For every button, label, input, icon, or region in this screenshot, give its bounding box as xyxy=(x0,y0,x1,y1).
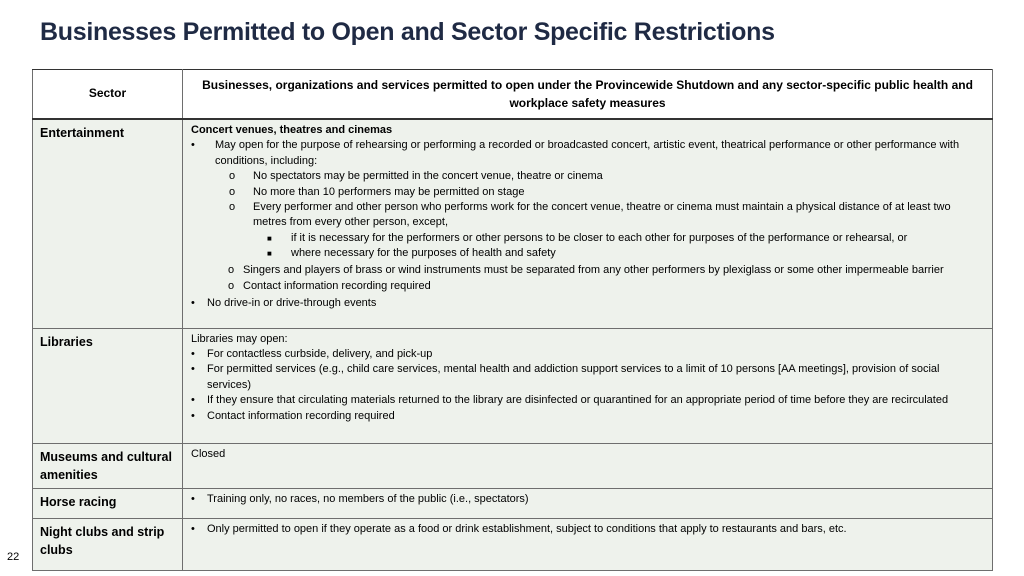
table-row xyxy=(33,443,993,488)
list-item xyxy=(191,522,984,537)
list-item xyxy=(191,347,984,362)
sub-list-item xyxy=(191,169,984,184)
list-item xyxy=(191,138,984,169)
sub-marker: o xyxy=(228,263,235,276)
sub-list-item xyxy=(191,265,984,276)
item-text: May open for the purpose of rehearsing or performing a recorded or broadcasted concert, artistic event, theatrical performance or other performance with conditions, including: xyxy=(215,139,960,167)
bullet-marker: • xyxy=(191,139,195,152)
item-text: For permitted services (e.g., child care services, mental health and addiction support services to a limit of 10 persons [AA meetings], provision of social services) xyxy=(207,363,940,391)
table-row xyxy=(33,518,993,570)
item-text: Training only, no races, no members of the public (i.e., spectators) xyxy=(207,492,529,505)
list-item xyxy=(191,409,984,424)
list-item xyxy=(191,492,984,507)
item-text: No spectators may be permitted in the concert venue, theatre or cinema xyxy=(253,170,603,183)
sector-cell: Libraries xyxy=(33,328,183,443)
square-marker: ■ xyxy=(267,233,272,243)
item-text: Contact information recording required xyxy=(207,409,395,422)
sub-marker: o xyxy=(229,201,236,214)
bullet-marker: • xyxy=(191,394,195,407)
item-text: For contactless curbside, delivery, and pick-up xyxy=(207,347,433,360)
item-text: No drive-in or drive-through events xyxy=(207,297,377,310)
item-text: if it is necessary for the performers or other persons to be closer to each other for purposes of the performance or rehearsal, or xyxy=(291,231,908,244)
permitted-cell xyxy=(183,119,993,328)
subsub-list-item xyxy=(191,231,984,246)
sector-cell: Horse racing xyxy=(33,488,183,518)
item-text: Singers and players of brass or wind instruments must be separated from any other performers by plexiglass or some other impermeable barrier xyxy=(243,263,944,276)
subsub-list-item xyxy=(191,246,984,261)
list-item xyxy=(191,296,984,311)
table-row xyxy=(33,119,993,328)
bullet-marker: • xyxy=(191,492,195,505)
square-marker: ■ xyxy=(267,249,272,259)
item-text: No more than 10 performers may be permitted on stage xyxy=(253,185,525,198)
item-text: Contact information recording required xyxy=(243,279,431,292)
bullet-marker: • xyxy=(191,409,195,422)
sector-cell: Entertainment xyxy=(33,119,183,328)
table-header-row xyxy=(33,70,993,120)
table-row xyxy=(33,328,993,443)
page-number: 22 xyxy=(7,551,20,563)
sub-list-item xyxy=(191,279,984,294)
item-text: where necessary for the purposes of health and safety xyxy=(291,247,556,260)
sub-marker: o xyxy=(229,185,236,198)
item-text: Only permitted to open if they operate as a food or drink establishment, subject to conditions that apply to restaurants and bars, etc. xyxy=(207,522,847,535)
page-title: Businesses Permitted to Open and Sector Specific Restrictions xyxy=(40,18,775,46)
header-permitted: Businesses, organizations and services permitted to open under the Provincewide Shutdown and any sector-specific public health and workplace safety measures xyxy=(183,70,993,120)
item-text: If they ensure that circulating materials returned to the library are disinfected or quarantined for an appropriate period of time before they are recirculated xyxy=(207,394,949,407)
permitted-cell xyxy=(183,328,993,443)
restrictions-table xyxy=(32,69,993,571)
sub-marker: o xyxy=(229,170,236,183)
permitted-cell xyxy=(183,443,993,488)
permitted-cell xyxy=(183,518,993,570)
bullet-marker: • xyxy=(191,363,195,376)
bullet-marker: • xyxy=(191,347,195,360)
sector-cell: Museums and cultural amenities xyxy=(33,443,183,488)
sub-list-item xyxy=(191,185,984,200)
header-sector: Sector xyxy=(33,70,183,120)
permitted-cell xyxy=(183,488,993,518)
list-item xyxy=(191,362,984,393)
table-row xyxy=(33,488,993,518)
item-text: Every performer and other person who performs work for the concert venue, theatre or cinema must maintain a physical distance of at least two metres from every other person, except, xyxy=(253,201,951,229)
sub-list-item xyxy=(191,200,984,231)
sub-marker: o xyxy=(228,279,235,292)
section-intro: Libraries may open: xyxy=(191,332,288,345)
sector-cell: Night clubs and strip clubs xyxy=(33,518,183,570)
status-text: Closed xyxy=(191,447,226,460)
bullet-marker: • xyxy=(191,297,195,310)
section-heading: Concert venues, theatres and cinemas xyxy=(191,124,393,136)
bullet-marker: • xyxy=(191,522,195,535)
list-item xyxy=(191,393,984,408)
